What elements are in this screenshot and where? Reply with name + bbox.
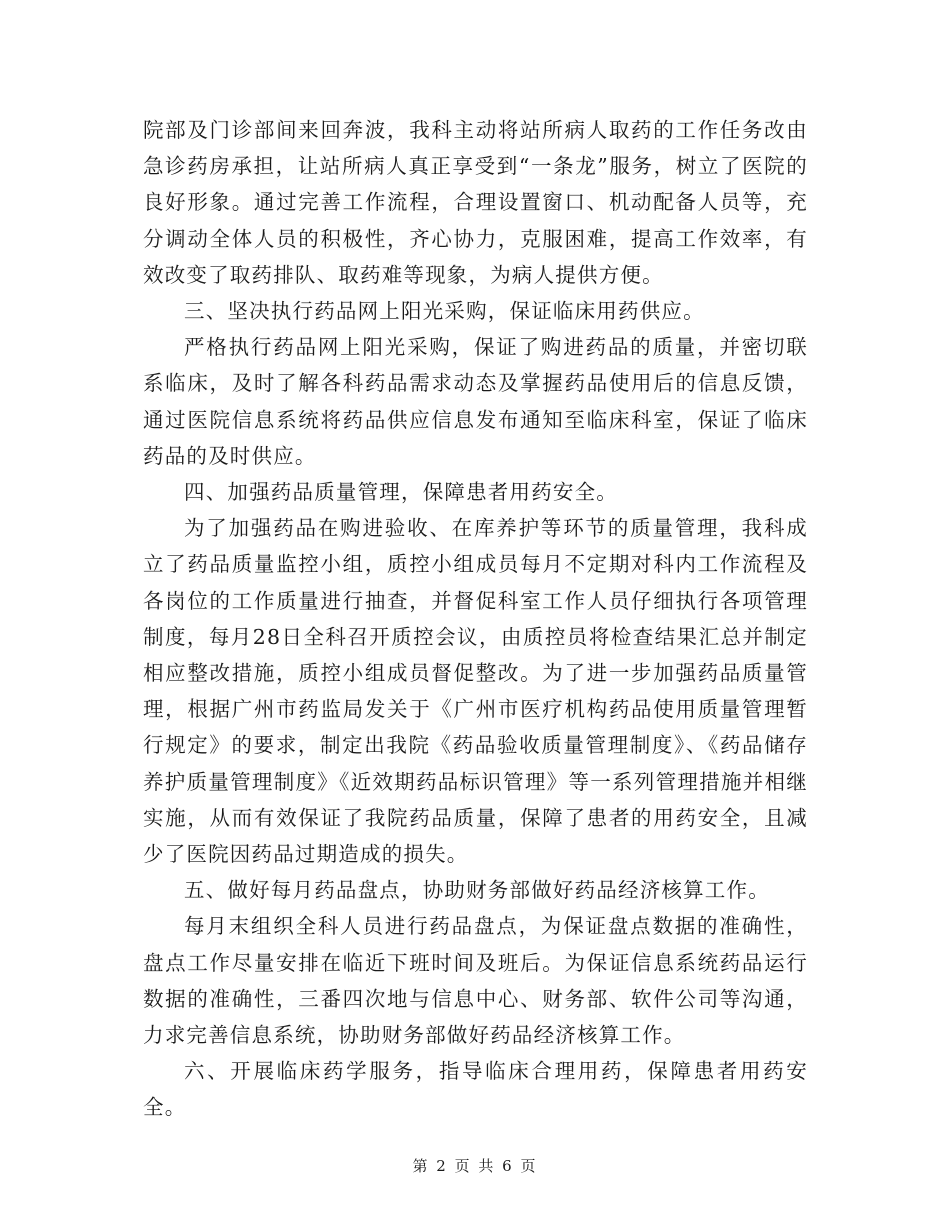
paragraph-inventory: 每月末组织全科人员进行药品盘点，为保证盘点数据的准确性，盘点工作尽量安排在临近下班时间及班后。为保证信息系统药品运行数据的准确性，三番四次地与信息中心、财务部、软件公司等沟通，力求完善信息系统，协助财务部做好药品经济核算工作。 bbox=[143, 914, 808, 1048]
paragraph-continuation: 院部及门诊部间来回奔波，我科主动将站所病人取药的工作任务改由急诊药房承担，让站所病人真正享受到“一条龙”服务，树立了医院的良好形象。通过完善工作流程，合理设置窗口、机动配备人员等，充分调动全体人员的积极性，齐心协力，克服困难，提高工作效率，有效改变了取药排队、取药难等现象，为病人提供方便。 bbox=[143, 118, 808, 287]
page-number-footer: 第 2 页 共 6 页 bbox=[412, 1157, 538, 1175]
paragraph-procurement: 严格执行药品网上阳光采购，保证了购进药品的质量，并密切联系临床，及时了解各科药品需求动态及掌握药品使用后的信息反馈，通过医院信息系统将药品供应信息发布通知至临床科室，保证了临床药品的及时供应。 bbox=[143, 335, 808, 468]
section-heading-6: 六、开展临床药学服务，指导临床合理用药，保障患者用药安全。 bbox=[143, 1059, 808, 1120]
document-body bbox=[143, 112, 808, 1126]
section-heading-4: 四、加强药品质量管理，保障患者用药安全。 bbox=[184, 480, 618, 505]
section-heading-5: 五、做好每月药品盘点，协助财务部做好药品经济核算工作。 bbox=[184, 878, 770, 903]
section-heading-3: 三、坚决执行药品网上阳光采购，保证临床用药供应。 bbox=[184, 299, 705, 324]
paragraph-quality-management: 为了加强药品在购进验收、在库养护等环节的质量管理，我科成立了药品质量监控小组，质控小组成员每月不定期对科内工作流程及各岗位的工作质量进行抽查，并督促科室工作人员仔细执行各项管理制度，每月28日全科召开质控会议，由质控员将检查结果汇总并制定相应整改措施，质控小组成员督促整改。为了进一步加强药品质量管理，根据广州市药监局发关于《广州市医疗机构药品使用质量管理暂行规定》的要求，制定出我院《药品验收质量管理制度》、《药品储存养护质量管理制度》《近效期药品标识管理》等一系列管理措施并相继实施，从而有效保证了我院药品质量，保障了患者的用药安全，且减少了医院因药品过期造成的损失。 bbox=[143, 516, 808, 867]
